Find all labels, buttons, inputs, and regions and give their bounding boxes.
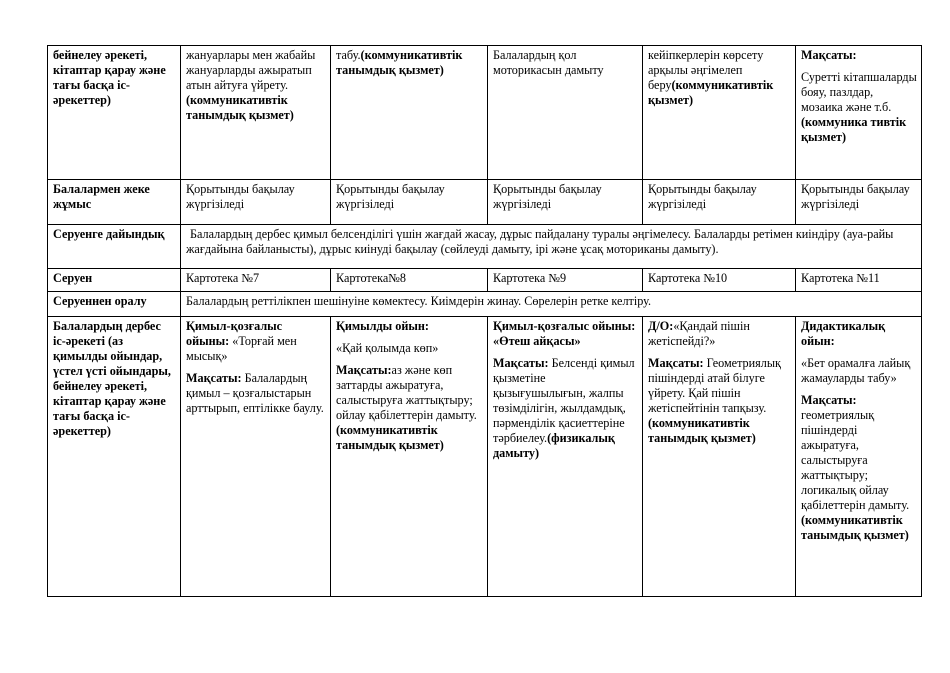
table-cell: Қимыл-қозғалыс ойыны: «Өтеш айқасы» Мақсаты: Белсенді қимыл қызметіне қызығушылығын, жалпы төзімділігін, жылдамдық, пәрменділік қасиеттеріне тәрбиелеу.(физикалық дамыту) — [488, 317, 643, 597]
table-cell: Картотека №7 — [181, 269, 331, 292]
table-cell: Қорытынды бақылау жүргізіледі — [181, 180, 331, 225]
row-header: Серуенге дайындық — [48, 225, 181, 269]
table-cell: Д/О:«Қандай пішін жетіспейді?» Мақсаты: Геометриялық пішіндерді атай білуге үйрету. Қай пішін жетіспейтінін тапқызу.(коммуникативтік танымдық қызмет) — [643, 317, 796, 597]
table-cell: Картотека №9 — [488, 269, 643, 292]
row-header: Балалардың дербес іс-әрекеті (аз қимылды ойындар, үстел үсті ойындары, бейнелеу әрекеті, кітаптар қарау және тағы басқа іс-әрекеттер) — [48, 317, 181, 597]
table-cell: табу.(коммуникативтік танымдық қызмет) — [331, 46, 488, 180]
table-row — [48, 225, 922, 269]
table-cell: Картотека №10 — [643, 269, 796, 292]
table-cell: Мақсаты: Суретті кітапшаларды бояу, пазлдар, мозаика және т.б.(коммуника тивтік қызмет) — [796, 46, 922, 180]
table-cell: Қорытынды бақылау жүргізіледі — [643, 180, 796, 225]
table-cell: Қимыл-қозғалыс ойыны: «Торғай мен мысық» Мақсаты: Балалардың қимыл – қозғалыстарын арттырып, ептілікке баулу. — [181, 317, 331, 597]
plan-table — [47, 45, 922, 597]
table-cell: Картотека №11 — [796, 269, 922, 292]
table-row — [48, 317, 922, 597]
table-cell: Картотека№8 — [331, 269, 488, 292]
table-row — [48, 292, 922, 317]
table-cell: кейіпкерлерін көрсету арқылы әңгімелеп беру(коммуникативтік қызмет) — [643, 46, 796, 180]
table-row — [48, 180, 922, 225]
table-cell: Балалардың қол моторикасын дамыту — [488, 46, 643, 180]
table-row — [48, 269, 922, 292]
table-cell: Қорытынды бақылау жүргізіледі — [488, 180, 643, 225]
goal-label: Мақсаты: — [801, 48, 857, 62]
table-cell-wide: Балалардың реттілікпен шешінуіне көмектесу. Киімдерін жинау. Сөрелерін ретке келтіру. — [181, 292, 922, 317]
table-cell-wide: Балалардың дербес қимыл белсенділігі үшін жағдай жасау, дұрыс пайдалану туралы әңгімелесу. Балаларды ретімен киіндіру (ауа-райы жағдайына байланысты), дұрыс киінуді бақылау (сөйлеуді дамыту, ірі және ұсақ моториканы дамыту). — [181, 225, 922, 269]
table-cell: жануарлары мен жабайы жануарларды ажыратып атын айтуға үйрету.(коммуникативтік танымдық қызмет) — [181, 46, 331, 180]
row-header: Балалармен жеке жұмыс — [48, 180, 181, 225]
table-cell: Дидактикалық ойын: «Бет орамалға лайық жамауларды табу» Мақсаты: геометриялық пішіндерді ажыратуға, салыстыруға жаттықтыру; логикалық ойлау қабілеттерін дамыту.(коммуникативтік танымдық қызмет) — [796, 317, 922, 597]
table-row — [48, 46, 922, 180]
table-cell: Қорытынды бақылау жүргізіледі — [331, 180, 488, 225]
row-header: Серуеннен оралу — [48, 292, 181, 317]
table-cell: Қимылды ойын: «Қай қолымда көп» Мақсаты:аз және көп заттарды ажыратуға, салыстыруға жаттықтыру; ойлау қабілеттерін дамыту.(коммуникативтік танымдық қызмет) — [331, 317, 488, 597]
row-header: Серуен — [48, 269, 181, 292]
table-cell: Қорытынды бақылау жүргізіледі — [796, 180, 922, 225]
row-header: бейнелеу әрекеті, кітаптар қарау және тағы басқа іс-әрекеттер) — [48, 46, 181, 180]
